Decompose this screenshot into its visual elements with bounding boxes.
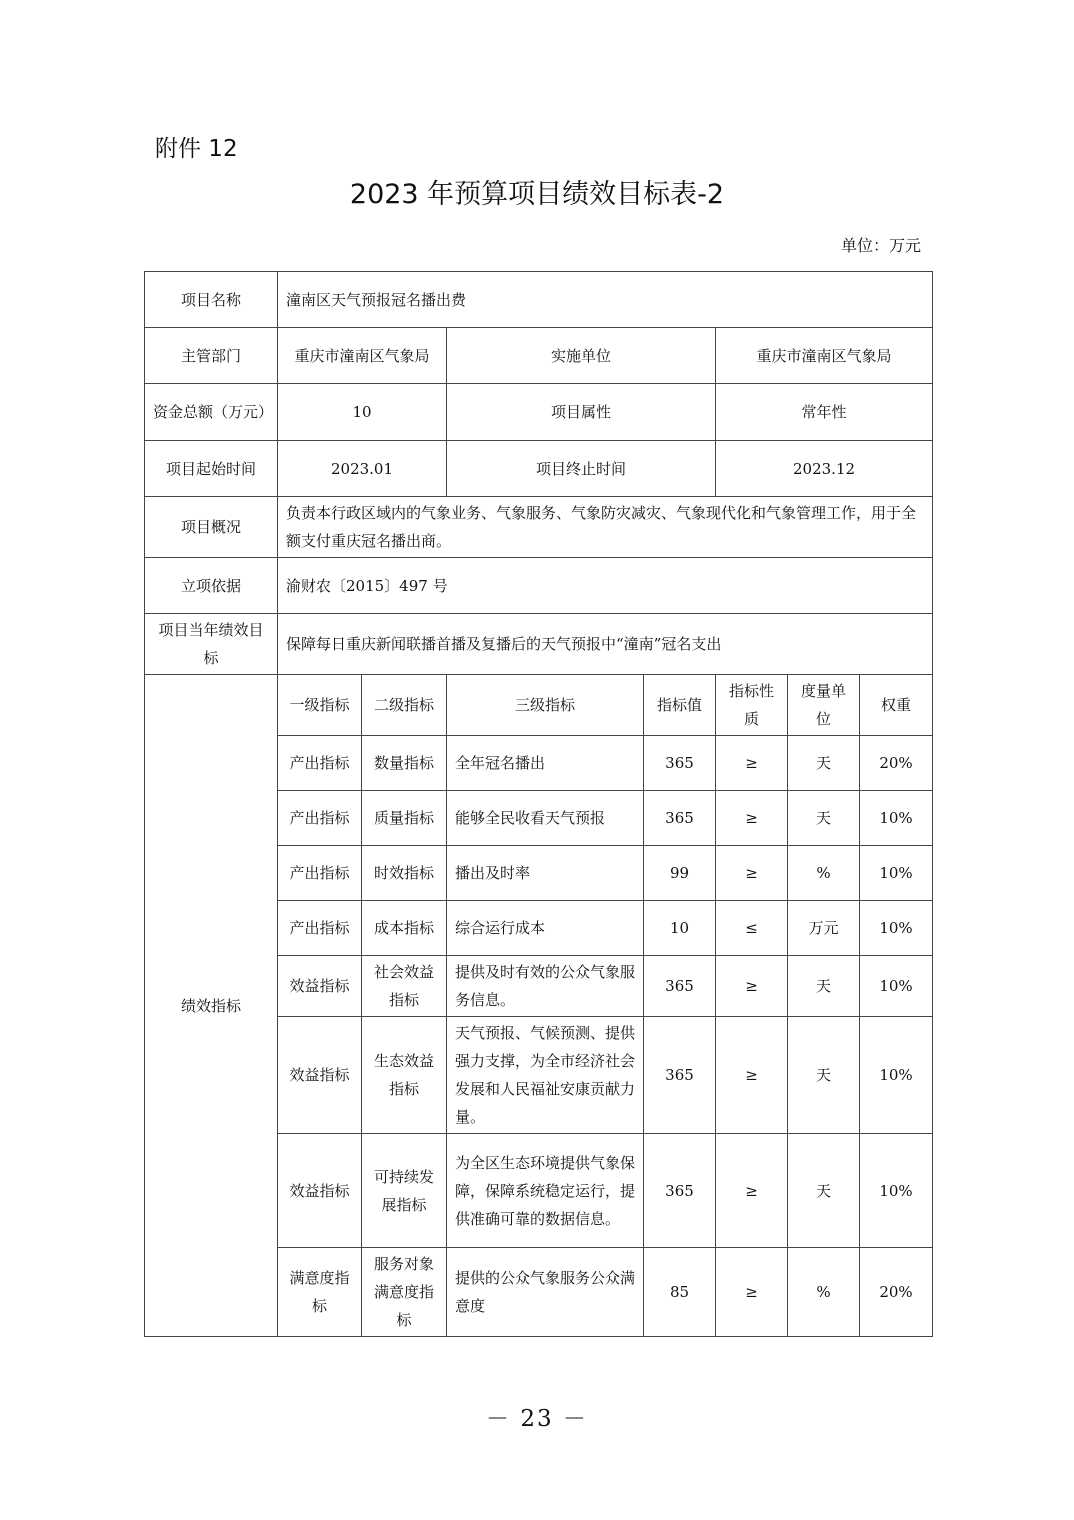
cell-l1: 产出指标 [278, 791, 362, 846]
header-l1: 一级指标 [278, 675, 362, 736]
fund-label: 资金总额（万元） [145, 384, 278, 441]
cell-l1: 满意度指标 [278, 1248, 362, 1337]
cell-l2: 可持续发展指标 [362, 1134, 447, 1248]
cell-value: 85 [644, 1248, 716, 1337]
cell-weight: 10% [860, 1134, 933, 1248]
cell-value: 365 [644, 956, 716, 1017]
cell-l2: 成本指标 [362, 901, 447, 956]
cell-l1: 产出指标 [278, 846, 362, 901]
cell-l3: 全年冠名播出 [447, 736, 644, 791]
cell-l2: 时效指标 [362, 846, 447, 901]
start-value: 2023.01 [278, 441, 447, 497]
page-number: － 23 － [486, 1406, 588, 1432]
cell-unit: 天 [788, 736, 860, 791]
cell-l2: 质量指标 [362, 791, 447, 846]
cell-unit: % [788, 846, 860, 901]
header-weight: 权重 [860, 675, 933, 736]
cell-unit: 天 [788, 791, 860, 846]
cell-l1: 效益指标 [278, 1017, 362, 1134]
cell-nature: ≥ [716, 846, 788, 901]
goal-label: 项目当年绩效目标 [145, 614, 278, 675]
cell-unit: 万元 [788, 901, 860, 956]
cell-l3: 提供及时有效的公众气象服务信息。 [447, 956, 644, 1017]
cell-value: 365 [644, 736, 716, 791]
cell-unit: 天 [788, 1134, 860, 1248]
indicators-section-label: 绩效指标 [145, 675, 278, 1337]
cell-value: 10 [644, 901, 716, 956]
cell-value: 99 [644, 846, 716, 901]
dept-label: 主管部门 [145, 328, 278, 384]
cell-unit: 天 [788, 956, 860, 1017]
end-label: 项目终止时间 [447, 441, 716, 497]
cell-value: 365 [644, 1134, 716, 1248]
cell-l1: 效益指标 [278, 956, 362, 1017]
attachment-label: 附件 12 [155, 136, 238, 162]
goal-value: 保障每日重庆新闻联播首播及复播后的天气预报中“潼南”冠名支出 [278, 614, 933, 675]
cell-l3: 能够全民收看天气预报 [447, 791, 644, 846]
cell-l3: 播出及时率 [447, 846, 644, 901]
performance-goal-table [144, 271, 933, 1337]
unit-label: 单位：万元 [840, 236, 921, 255]
start-label: 项目起始时间 [145, 441, 278, 497]
overview-value: 负责本行政区域内的气象业务、气象服务、气象防灾减灾、气象现代化和气象管理工作，用于全额支付重庆冠名播出商。 [278, 497, 933, 558]
cell-nature: ≥ [716, 956, 788, 1017]
cell-weight: 10% [860, 1017, 933, 1134]
overview-label: 项目概况 [145, 497, 278, 558]
cell-weight: 10% [860, 901, 933, 956]
cell-weight: 20% [860, 736, 933, 791]
cell-l1: 产出指标 [278, 901, 362, 956]
header-unit: 度量单位 [788, 675, 860, 736]
cell-weight: 10% [860, 846, 933, 901]
cell-nature: ≥ [716, 736, 788, 791]
impl-label: 实施单位 [447, 328, 716, 384]
cell-l3: 综合运行成本 [447, 901, 644, 956]
cell-l1: 效益指标 [278, 1134, 362, 1248]
cell-nature: ≥ [716, 1017, 788, 1134]
page-title: 2023 年预算项目绩效目标表-2 [349, 179, 725, 210]
cell-value: 365 [644, 1017, 716, 1134]
cell-l3: 为全区生态环境提供气象保障，保障系统稳定运行，提供准确可靠的数据信息。 [447, 1134, 644, 1248]
dept-value: 重庆市潼南区气象局 [278, 328, 447, 384]
project-name-label: 项目名称 [145, 272, 278, 328]
header-l3: 三级指标 [447, 675, 644, 736]
cell-nature: ≥ [716, 791, 788, 846]
cell-weight: 10% [860, 791, 933, 846]
fund-value: 10 [278, 384, 447, 441]
cell-weight: 10% [860, 956, 933, 1017]
cell-l2: 数量指标 [362, 736, 447, 791]
cell-l2: 社会效益指标 [362, 956, 447, 1017]
basis-label: 立项依据 [145, 558, 278, 614]
header-nature: 指标性质 [716, 675, 788, 736]
cell-l1: 产出指标 [278, 736, 362, 791]
cell-unit: % [788, 1248, 860, 1337]
cell-value: 365 [644, 791, 716, 846]
project-name-value: 潼南区天气预报冠名播出费 [278, 272, 933, 328]
cell-unit: 天 [788, 1017, 860, 1134]
cell-l3: 天气预报、气候预测、提供强力支撑，为全市经济社会发展和人民福祉安康贡献力量。 [447, 1017, 644, 1134]
cell-l2: 生态效益指标 [362, 1017, 447, 1134]
header-l2: 二级指标 [362, 675, 447, 736]
attr-value: 常年性 [716, 384, 933, 441]
header-value: 指标值 [644, 675, 716, 736]
basis-value: 渝财农〔2015〕497 号 [278, 558, 933, 614]
impl-value: 重庆市潼南区气象局 [716, 328, 933, 384]
attr-label: 项目属性 [447, 384, 716, 441]
end-value: 2023.12 [716, 441, 933, 497]
cell-l3: 提供的公众气象服务公众满意度 [447, 1248, 644, 1337]
cell-nature: ≥ [716, 1248, 788, 1337]
cell-nature: ≥ [716, 1134, 788, 1248]
cell-nature: ≤ [716, 901, 788, 956]
cell-weight: 20% [860, 1248, 933, 1337]
cell-l2: 服务对象满意度指标 [362, 1248, 447, 1337]
